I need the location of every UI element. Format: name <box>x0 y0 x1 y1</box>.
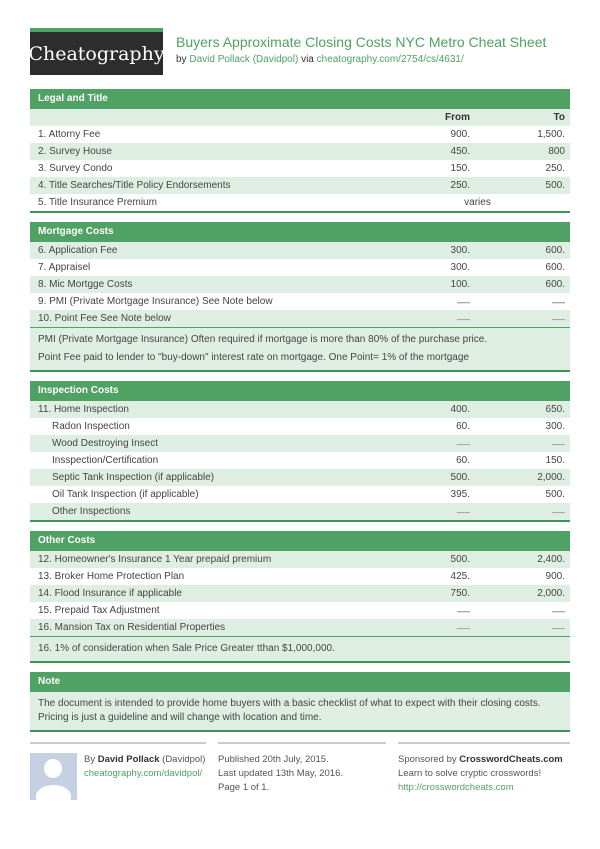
row-to-cell <box>470 129 570 140</box>
page-header <box>30 28 570 75</box>
table-row <box>30 276 570 293</box>
byline <box>176 54 546 65</box>
cheatography-logo[interactable] <box>30 28 163 75</box>
row-label: Radon Inspection <box>52 421 130 432</box>
table-row <box>30 194 570 211</box>
sponsored-by-label: Sponsored by <box>398 754 457 765</box>
row-to-value: 650. <box>545 404 565 415</box>
by-label: by <box>176 54 187 65</box>
row-from-value: 500. <box>450 554 470 565</box>
row-to-cell <box>470 489 570 500</box>
row-from-cell <box>390 163 470 174</box>
table-row <box>30 126 570 143</box>
row-to-cell <box>470 605 570 616</box>
empty-value-dash-icon <box>457 302 470 304</box>
note-text: Point Fee paid to lender to "buy-down" interest rate on mortgage. One Point= 1% of the mortgage <box>38 352 469 363</box>
row-label: 5. Title Insurance Premium <box>38 197 157 208</box>
sheet-url-link[interactable]: cheatography.com/2754/cs/4631/ <box>316 54 464 65</box>
row-from-value: 250. <box>450 180 470 191</box>
table-row <box>30 160 570 177</box>
row-label: 9. PMI (Private Mortgage Insurance) See Note below <box>38 296 273 307</box>
note-text: The document is intended to provide home buyers with a basic checklist of what to expect with their closing costs. Pricing is just a guideline and will change with location and time. <box>38 698 541 723</box>
sponsor-url-link[interactable]: http://crosswordcheats.com <box>398 782 514 793</box>
last-updated-date: Last updated 13th May, 2016. <box>218 768 343 779</box>
row-to-cell <box>470 313 570 324</box>
sponsor-name: CrosswordCheats.com <box>459 754 563 765</box>
table-row <box>30 143 570 160</box>
section-other-costs <box>30 531 570 663</box>
row-to-cell <box>470 404 570 415</box>
column-header-from: From <box>445 112 470 123</box>
row-from-cell <box>390 489 470 500</box>
table-row <box>30 401 570 418</box>
row-to-value: 500. <box>545 180 565 191</box>
row-to-value: 2,000. <box>537 588 565 599</box>
section-notes <box>30 637 570 661</box>
footer-author-handle: (Davidpol) <box>162 754 206 765</box>
row-to-value: 300. <box>545 421 565 432</box>
row-merged-value: varies <box>464 197 491 208</box>
row-label: 7. Appraisel <box>38 262 91 273</box>
table-row <box>30 293 570 310</box>
empty-value-dash-icon <box>457 512 470 514</box>
header-text <box>176 28 546 65</box>
section-header: Inspection Costs <box>30 381 570 401</box>
footer-author-name: David Pollack <box>97 754 160 765</box>
column-header-row <box>30 109 570 126</box>
row-to-cell <box>470 163 570 174</box>
row-from-value: 60. <box>456 421 470 432</box>
row-to-cell <box>470 554 570 565</box>
table-row <box>30 242 570 259</box>
row-to-value: 600. <box>545 279 565 290</box>
table-row <box>30 310 570 327</box>
row-from-cell <box>390 472 470 483</box>
section-inspection-costs <box>30 381 570 522</box>
table-row <box>30 486 570 503</box>
row-from-value: 60. <box>456 455 470 466</box>
page-info: Page 1 of 1. <box>218 782 270 793</box>
row-from-cell <box>390 438 470 449</box>
row-label: 11. Home Inspection <box>38 404 129 415</box>
table-row <box>30 602 570 619</box>
row-to-cell <box>470 146 570 157</box>
published-date: Published 20th July, 2015. <box>218 754 329 765</box>
row-to-value: 600. <box>545 245 565 256</box>
row-label: 4. Title Searches/Title Policy Endorsements <box>38 180 231 191</box>
row-from-value: 150. <box>450 163 470 174</box>
sections-container <box>30 89 570 732</box>
row-label: Other Inspections <box>52 506 131 517</box>
row-to-value: 600. <box>545 262 565 273</box>
empty-value-dash-icon <box>552 319 565 321</box>
row-from-cell <box>390 404 470 415</box>
row-from-value: 750. <box>450 588 470 599</box>
row-to-cell <box>470 588 570 599</box>
table-row <box>30 452 570 469</box>
row-from-value: 450. <box>450 146 470 157</box>
avatar-person-icon <box>36 785 71 800</box>
row-from-cell <box>390 296 470 307</box>
section-mortgage-costs <box>30 222 570 372</box>
empty-value-dash-icon <box>552 512 565 514</box>
table-row <box>30 418 570 435</box>
row-label: 1. Attorny Fee <box>38 129 101 140</box>
row-from-value: 300. <box>450 262 470 273</box>
table-row <box>30 568 570 585</box>
table-row <box>30 435 570 452</box>
page-title: Buyers Approximate Closing Costs NYC Metro Cheat Sheet <box>176 34 547 50</box>
row-from-value: 900. <box>450 129 470 140</box>
row-to-value: 250. <box>545 163 565 174</box>
row-label: 6. Application Fee <box>38 245 118 256</box>
row-label: 8. Mic Mortgge Costs <box>38 279 133 290</box>
page <box>30 28 570 800</box>
section-legal-and-title <box>30 89 570 213</box>
row-label: 15. Prepaid Tax Adjustment <box>38 605 160 616</box>
row-from-cell <box>390 279 470 290</box>
row-to-cell <box>470 455 570 466</box>
via-label: via <box>301 54 314 65</box>
section-notes <box>30 692 570 730</box>
row-to-cell <box>470 571 570 582</box>
footer-by-label: By <box>84 754 96 765</box>
row-to-value: 900. <box>545 571 565 582</box>
author-link[interactable]: David Pollack (Davidpol) <box>189 54 299 65</box>
row-to-cell <box>470 421 570 432</box>
row-label: 10. Point Fee See Note below <box>38 313 171 324</box>
row-from-value: 300. <box>450 245 470 256</box>
empty-value-dash-icon <box>457 319 470 321</box>
table-row <box>30 619 570 636</box>
section-note <box>30 672 570 732</box>
empty-value-dash-icon <box>552 628 565 630</box>
footer-author-line <box>84 753 205 767</box>
row-from-cell <box>390 146 470 157</box>
row-to-cell <box>470 506 570 517</box>
row-from-cell <box>390 588 470 599</box>
row-from-value: 400. <box>450 404 470 415</box>
section-header: Note <box>30 672 570 692</box>
empty-value-dash-icon <box>552 611 565 613</box>
row-label: 2. Survey House <box>38 146 112 157</box>
note-text: 16. 1% of consideration when Sale Price Greater tthan $1,000,000. <box>38 643 335 654</box>
column-header-to: To <box>553 112 565 123</box>
row-label: 12. Homeowner's Insurance 1 Year prepaid premium <box>38 554 272 565</box>
row-to-cell <box>470 438 570 449</box>
row-label: Oil Tank Inspection (if applicable) <box>52 489 199 500</box>
table-row <box>30 503 570 520</box>
row-from-cell <box>390 245 470 256</box>
row-from-value: 500. <box>450 472 470 483</box>
row-to-cell <box>470 279 570 290</box>
table-row <box>30 177 570 194</box>
empty-value-dash-icon <box>552 302 565 304</box>
row-label: Insspection/Certification <box>52 455 159 466</box>
row-label: 3. Survey Condo <box>38 163 113 174</box>
row-to-cell <box>470 262 570 273</box>
row-from-cell <box>390 455 470 466</box>
row-from-cell <box>390 129 470 140</box>
table-row <box>30 551 570 568</box>
avatar-person-icon <box>44 759 62 778</box>
row-to-value: 2,000. <box>537 472 565 483</box>
row-from-cell <box>390 605 470 616</box>
row-label: Septic Tank Inspection (if applicable) <box>52 472 215 483</box>
section-header: Legal and Title <box>30 89 570 109</box>
section-notes <box>30 328 570 370</box>
row-from-value: 100. <box>450 279 470 290</box>
footer-sponsor-column <box>398 742 570 800</box>
row-to-cell <box>470 472 570 483</box>
row-to-value: 2,400. <box>537 554 565 565</box>
empty-value-dash-icon <box>552 444 565 446</box>
row-label: 14. Flood Insurance if applicable <box>38 588 182 599</box>
row-to-cell <box>470 296 570 307</box>
row-from-value: 395. <box>450 489 470 500</box>
row-to-cell <box>470 180 570 191</box>
row-from-cell <box>390 262 470 273</box>
table-row <box>30 469 570 486</box>
table-row <box>30 585 570 602</box>
row-from-value: 425. <box>450 571 470 582</box>
sponsor-tagline: Learn to solve cryptic crosswords! <box>398 768 542 779</box>
section-header: Mortgage Costs <box>30 222 570 242</box>
row-from-cell <box>390 180 470 191</box>
row-to-value: 150. <box>545 455 565 466</box>
section-header: Other Costs <box>30 531 570 551</box>
row-from-cell <box>390 554 470 565</box>
empty-value-dash-icon <box>457 444 470 446</box>
row-label: Wood Destroying Insect <box>52 438 158 449</box>
row-from-cell <box>390 506 470 517</box>
footer-author-url-link[interactable]: cheatography.com/davidpol/ <box>84 768 203 779</box>
row-to-cell <box>470 622 570 633</box>
footer-author-block <box>84 753 205 800</box>
table-row <box>30 259 570 276</box>
row-from-cell <box>390 571 470 582</box>
row-label: 13. Broker Home Protection Plan <box>38 571 185 582</box>
row-label: 16. Mansion Tax on Residential Properties <box>38 622 226 633</box>
row-to-value: 1,500. <box>537 129 565 140</box>
footer-author-column <box>30 742 206 800</box>
row-from-cell <box>390 421 470 432</box>
row-to-value: 800 <box>548 146 565 157</box>
sponsor-line <box>398 753 570 767</box>
footer-meta-column <box>218 742 386 800</box>
brand-name: Cheatography <box>28 42 165 65</box>
page-footer <box>30 742 570 800</box>
note-text: PMI (Private Mortgage Insurance) Often required if mortgage is more than 80% of the purchase price. <box>38 334 488 345</box>
row-to-value: 500. <box>545 489 565 500</box>
empty-value-dash-icon <box>457 628 470 630</box>
row-to-cell <box>470 245 570 256</box>
row-from-cell <box>390 313 470 324</box>
row-from-cell <box>390 622 470 633</box>
avatar[interactable] <box>30 753 77 800</box>
empty-value-dash-icon <box>457 611 470 613</box>
